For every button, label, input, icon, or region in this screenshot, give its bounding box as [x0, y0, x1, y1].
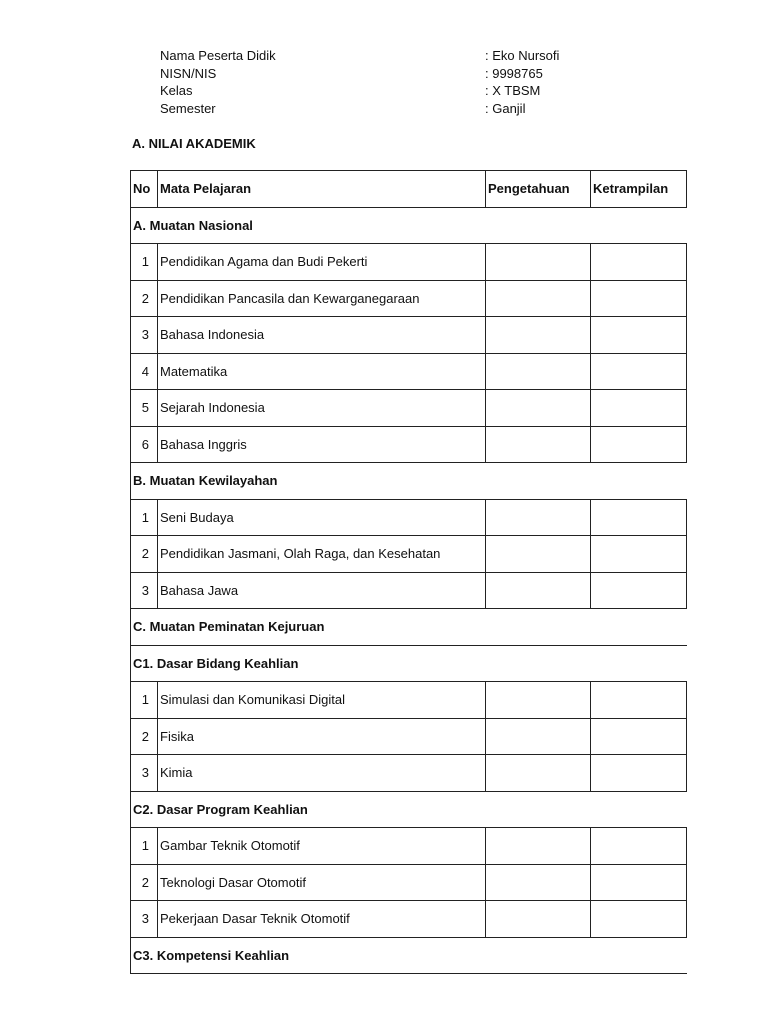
student-class-value: : X TBSM [485, 83, 541, 98]
student-semester-value: : Ganjil [485, 100, 526, 116]
subject-name: Simulasi dan Komunikasi Digital [158, 682, 486, 719]
subject-number: 1 [131, 499, 158, 536]
knowledge-score-cell [486, 426, 591, 463]
table-row [131, 244, 687, 281]
subject-name: Bahasa Jawa [158, 572, 486, 609]
knowledge-score-cell [486, 682, 591, 719]
header-knowledge: Pengetahuan [486, 171, 591, 208]
subject-name: Pendidikan Pancasila dan Kewarganegaraan [158, 280, 486, 317]
table-row [131, 390, 687, 427]
table-row [131, 718, 687, 755]
knowledge-score-cell [486, 718, 591, 755]
subject-number: 2 [131, 280, 158, 317]
student-class-label: Kelas [160, 83, 193, 98]
knowledge-score-cell [486, 864, 591, 901]
table-row [131, 317, 687, 354]
table-row [131, 755, 687, 792]
subject-name: Teknologi Dasar Otomotif [158, 864, 486, 901]
subject-number: 1 [131, 244, 158, 281]
subject-name: Gambar Teknik Otomotif [158, 828, 486, 865]
subject-number: 3 [131, 572, 158, 609]
skill-score-cell [591, 901, 687, 938]
skill-score-cell [591, 390, 687, 427]
group-row [131, 609, 687, 646]
knowledge-score-cell [486, 390, 591, 427]
group-row [131, 791, 687, 828]
table-row [131, 280, 687, 317]
subject-name: Pekerjaan Dasar Teknik Otomotif [158, 901, 486, 938]
skill-score-cell [591, 499, 687, 536]
student-name-value: : Eko Nursofi [485, 48, 560, 63]
subject-number: 3 [131, 317, 158, 354]
subject-name: Matematika [158, 353, 486, 390]
skill-score-cell [591, 682, 687, 719]
subject-number: 1 [131, 682, 158, 719]
knowledge-score-cell [486, 828, 591, 865]
table-row [131, 426, 687, 463]
group-row [131, 207, 687, 244]
skill-score-cell [591, 718, 687, 755]
subject-number: 2 [131, 864, 158, 901]
skill-score-cell [591, 755, 687, 792]
knowledge-score-cell [486, 353, 591, 390]
skill-score-cell [591, 244, 687, 281]
subject-name: Bahasa Inggris [158, 426, 486, 463]
table-row [131, 682, 687, 719]
subject-name: Pendidikan Jasmani, Olah Raga, dan Kesehatan [158, 536, 486, 573]
knowledge-score-cell [486, 536, 591, 573]
table-row [131, 499, 687, 536]
header-no: No [131, 171, 158, 208]
section-title: A. NILAI AKADEMIK [132, 136, 256, 151]
subject-name: Fisika [158, 718, 486, 755]
subject-number: 2 [131, 536, 158, 573]
skill-score-cell [591, 572, 687, 609]
group-row [131, 937, 687, 974]
student-name-label: Nama Peserta Didik [160, 48, 276, 63]
knowledge-score-cell [486, 755, 591, 792]
student-nisn-label: NISN/NIS [160, 65, 217, 81]
group-title: B. Muatan Kewilayahan [131, 463, 687, 500]
header-subject: Mata Pelajaran [158, 171, 486, 208]
knowledge-score-cell [486, 901, 591, 938]
subject-number: 3 [131, 901, 158, 938]
group-row [131, 645, 687, 682]
subject-name: Kimia [158, 755, 486, 792]
subject-number: 2 [131, 718, 158, 755]
subject-number: 3 [131, 755, 158, 792]
group-title: C1. Dasar Bidang Keahlian [131, 645, 687, 682]
subject-name: Bahasa Indonesia [158, 317, 486, 354]
table-row [131, 353, 687, 390]
knowledge-score-cell [486, 317, 591, 354]
table-row [131, 901, 687, 938]
subject-name: Seni Budaya [158, 499, 486, 536]
student-nisn-value: : 9998765 [485, 65, 543, 81]
skill-score-cell [591, 317, 687, 354]
table-header-row [131, 171, 687, 208]
skill-score-cell [591, 536, 687, 573]
grades-table [130, 170, 687, 974]
knowledge-score-cell [486, 244, 591, 281]
subject-name: Pendidikan Agama dan Budi Pekerti [158, 244, 486, 281]
table-row [131, 828, 687, 865]
subject-number: 5 [131, 390, 158, 427]
group-row [131, 463, 687, 500]
knowledge-score-cell [486, 499, 591, 536]
group-title: C2. Dasar Program Keahlian [131, 791, 687, 828]
knowledge-score-cell [486, 572, 591, 609]
skill-score-cell [591, 353, 687, 390]
student-semester-label: Semester [160, 100, 216, 116]
subject-number: 1 [131, 828, 158, 865]
table-row [131, 536, 687, 573]
table-row [131, 864, 687, 901]
header-skill: Ketrampilan [591, 171, 687, 208]
subject-number: 6 [131, 426, 158, 463]
group-title: C3. Kompetensi Keahlian [131, 937, 687, 974]
subject-number: 4 [131, 353, 158, 390]
group-title: C. Muatan Peminatan Kejuruan [131, 609, 687, 646]
skill-score-cell [591, 426, 687, 463]
skill-score-cell [591, 280, 687, 317]
skill-score-cell [591, 828, 687, 865]
skill-score-cell [591, 864, 687, 901]
group-title: A. Muatan Nasional [131, 207, 687, 244]
table-row [131, 572, 687, 609]
knowledge-score-cell [486, 280, 591, 317]
subject-name: Sejarah Indonesia [158, 390, 486, 427]
